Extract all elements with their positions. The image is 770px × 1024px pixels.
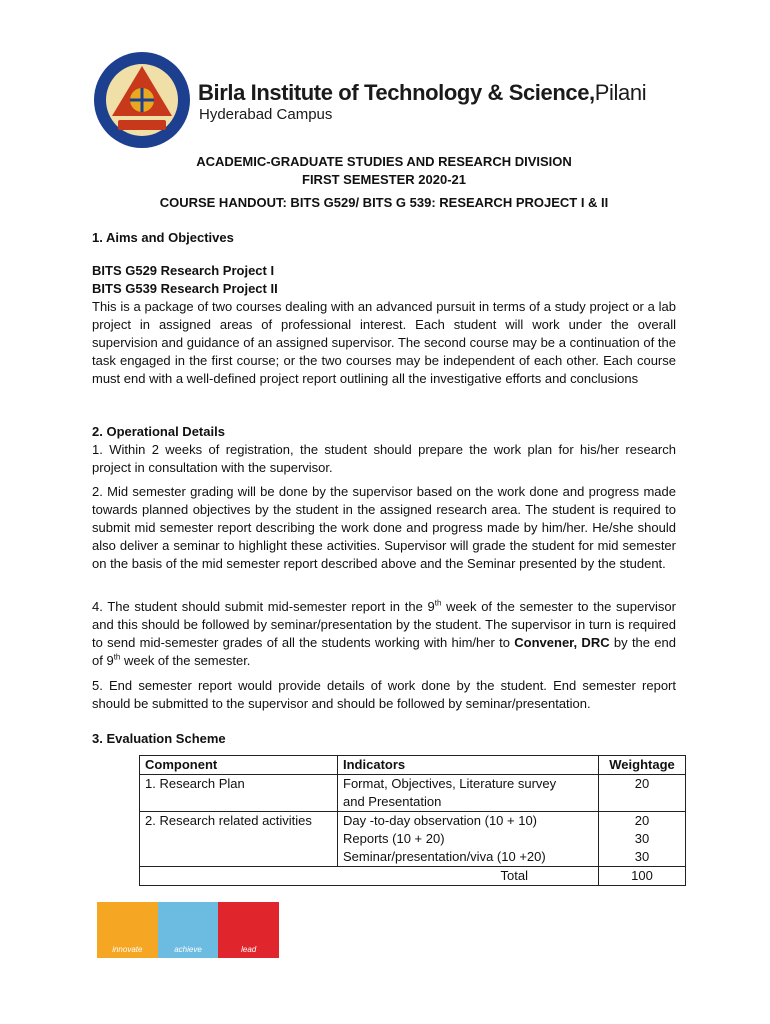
table-row	[140, 775, 686, 812]
section2-heading: 2. Operational Details	[92, 424, 225, 439]
section1-heading: 1. Aims and Objectives	[92, 230, 234, 245]
institute-name-light: Pilani	[594, 80, 647, 105]
operational-item-4	[92, 598, 676, 670]
indicator-line: and Presentation	[343, 794, 442, 809]
course-handout-title: COURSE HANDOUT: BITS G529/ BITS G 539: RESEARCH PROJECT I & II	[159, 195, 609, 210]
item4-convener: Convener, DRC	[514, 635, 610, 650]
cell-component: 2. Research related activities	[140, 812, 338, 867]
table-row	[140, 812, 686, 831]
cell-indicators: Day -to-day observation (10 + 10)	[338, 812, 599, 831]
banner-label: achieve	[174, 945, 202, 954]
cell-indicators: Seminar/presentation/viva (10 +20)	[338, 848, 599, 867]
bits-logo	[92, 50, 192, 150]
operational-item-1: 1. Within 2 weeks of registration, the student should prepare the work plan for his/her research project in consultation with the supervisor.	[92, 442, 676, 475]
course2-title: BITS G539 Research Project II	[92, 281, 278, 296]
institute-name-bold: Birla Institute of Technology & Science,	[198, 80, 595, 105]
total-label: Total	[140, 867, 599, 886]
cell-weight: 30	[599, 830, 686, 848]
cell-weight: 30	[599, 848, 686, 867]
institute-name	[198, 80, 646, 106]
banner-lead	[218, 902, 279, 958]
banner-achieve	[158, 902, 219, 958]
table-header-row	[140, 756, 686, 775]
section1-body: This is a package of two courses dealing with an advanced pursuit in terms of a study project or a lab project in assigned areas of professional interest. Each student will work under the overall supervision and guidance of an assigned supervisor. The second course may be a continuation of the task engaged in the first course; or the two courses may be independent of each other. Each course must end with a well-defined project report outlining all the investigative efforts and conclusions	[92, 299, 676, 386]
item4-sup-2: th	[113, 652, 121, 662]
cell-indicators: Reports (10 + 20)	[338, 830, 599, 848]
header-component: Component	[140, 756, 338, 775]
item4-part-b: week of the semester to the supervisor and this should be followed by seminar/presentation by the student. The supervisor in turn is required to send mid-semester grades of all the students working with him/her to	[92, 599, 676, 650]
table-total-row	[140, 867, 686, 886]
item4-part-c: by the end of 9	[92, 635, 676, 668]
banner-label: innovate	[112, 945, 143, 954]
cell-indicators	[338, 775, 599, 812]
total-value: 100	[599, 867, 686, 886]
item4-sup-1: th	[434, 598, 442, 608]
indicator-line: Format, Objectives, Literature survey	[343, 776, 557, 791]
header-indicators: Indicators	[338, 756, 599, 775]
section3-heading: 3. Evaluation Scheme	[92, 731, 226, 746]
campus-name: Hyderabad Campus	[199, 106, 333, 123]
operational-item-5: 5. End semester report would provide details of work done by the student. End semester report should be submitted to the supervisor and should be followed by seminar/presentation.	[92, 678, 676, 711]
semester-title: FIRST SEMESTER 2020-21	[302, 172, 466, 187]
item4-part-a: 4. The student should submit mid-semester report in the 9	[92, 599, 435, 614]
item4-part-d: week of the semester.	[120, 653, 251, 668]
division-title: ACADEMIC-GRADUATE STUDIES AND RESEARCH DIVISION	[196, 154, 572, 169]
cell-component: 1. Research Plan	[140, 775, 338, 812]
operational-item-2: 2. Mid semester grading will be done by the supervisor based on the work done and progress made towards planned objectives by the student in the assigned research area. The student is required to submit mid semester report describing the work done and progress made by him/her. He/she should also deliver a seminar to highlight these activities. Supervisor will grade the student for mid semester on the basis of the mid semester report described above and the Seminar presented by the student.	[92, 484, 676, 571]
course1-title: BITS G529 Research Project I	[92, 263, 275, 278]
header-weightage: Weightage	[599, 756, 686, 775]
banner-label: lead	[241, 945, 257, 954]
banner-innovate	[97, 902, 158, 958]
footer-banner	[97, 902, 279, 958]
cell-weight: 20	[599, 775, 686, 812]
evaluation-table	[139, 755, 686, 886]
cell-weight: 20	[599, 812, 686, 831]
